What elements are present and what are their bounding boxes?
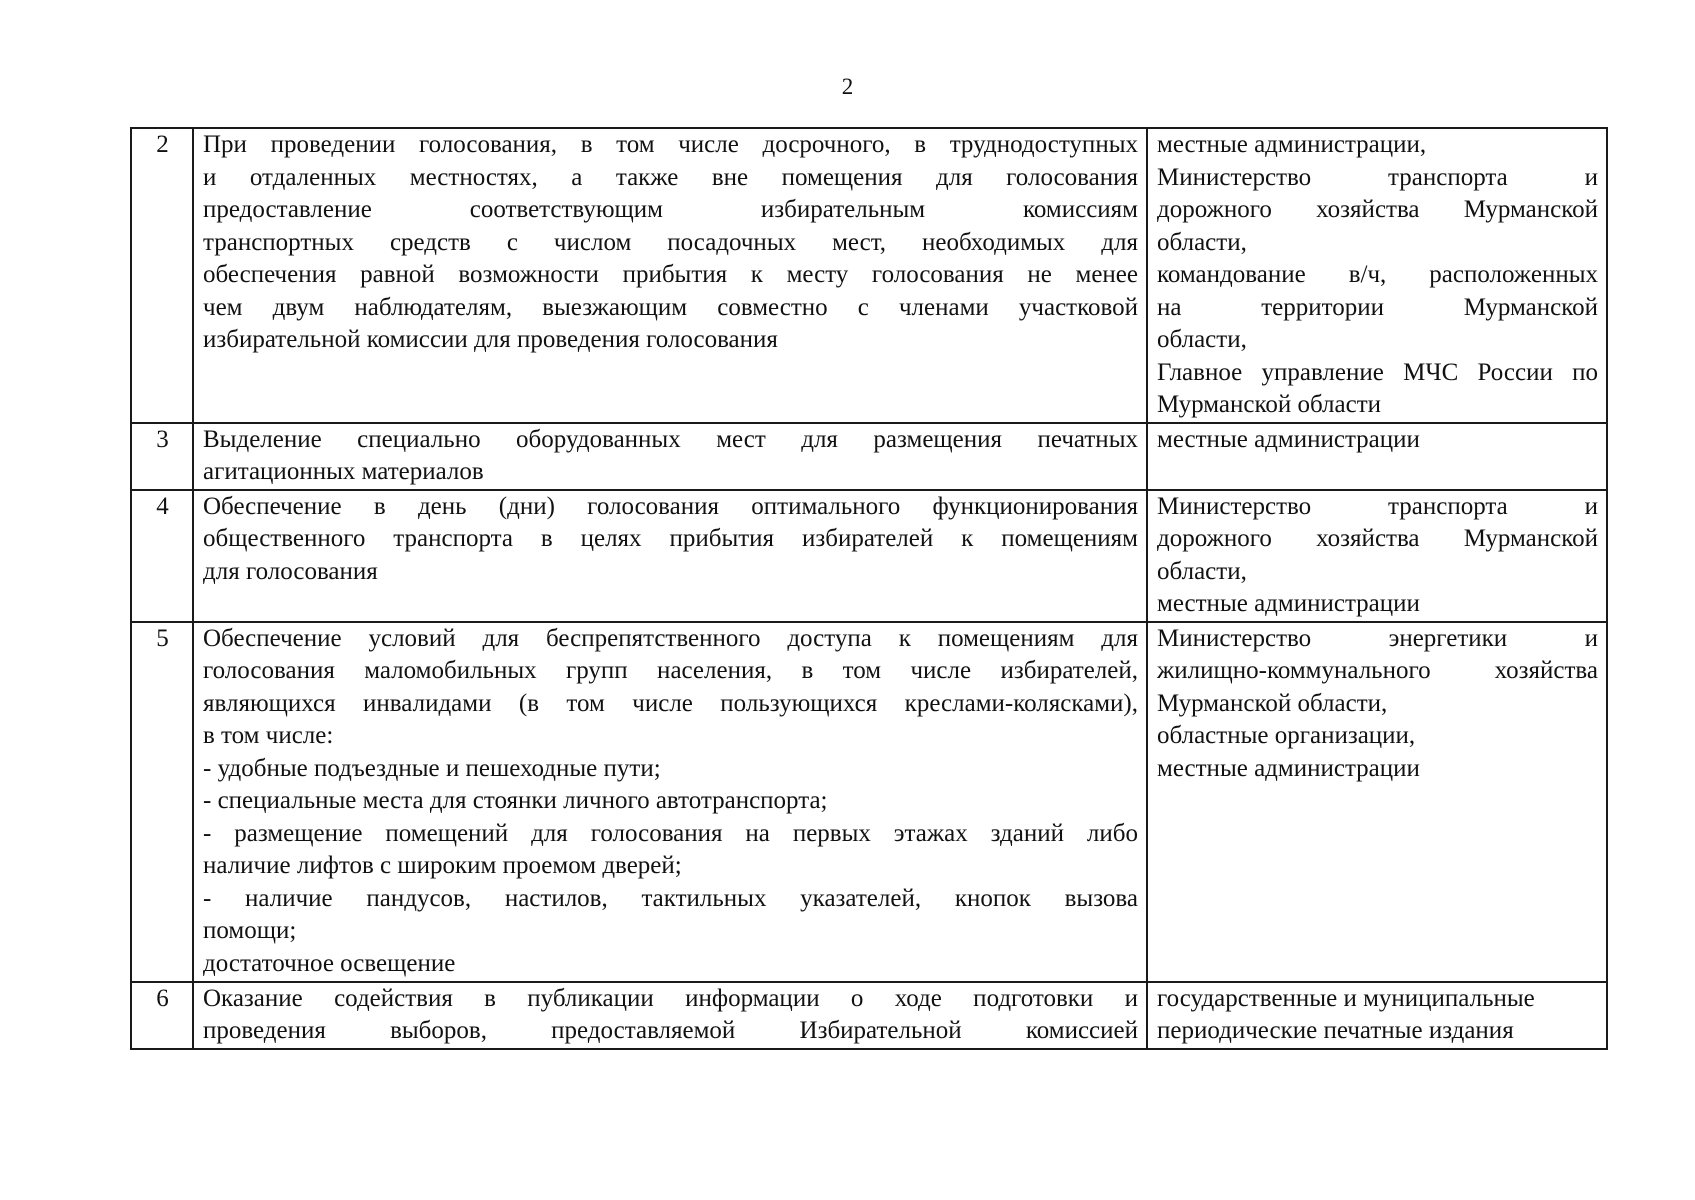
measure-description — [193, 490, 1147, 622]
text-line: местные администрации, — [1157, 131, 1427, 158]
row-number: 2 — [131, 128, 193, 423]
text-line: - наличие пандусов, настилов, тактильных указателей, кнопок вызова — [203, 884, 1138, 912]
responsible-parties — [1147, 128, 1607, 423]
text-line: на территории Мурманской — [1157, 293, 1598, 321]
text-line: Министерство транспорта и — [1157, 492, 1598, 520]
measure-description — [193, 982, 1147, 1049]
text-line: помощи; — [203, 917, 297, 944]
text-line: местные администрации — [1157, 425, 1420, 453]
text-line: голосования маломобильных групп населения, в том числе избирателей, — [203, 657, 1138, 684]
text-line: проведения выборов, предоставляемой Избирательной комиссией — [203, 1017, 1138, 1044]
text-line: дорожного хозяйства Мурманской — [1157, 196, 1598, 223]
text-line: обеспечения равной возможности прибытия к месту голосования не менее — [203, 261, 1138, 288]
text-line: Главное управление МЧС России по — [1157, 358, 1598, 386]
table-row — [131, 982, 1607, 1049]
text-line: Мурманской области, — [1157, 689, 1388, 717]
measure-description — [193, 622, 1147, 982]
page-number: 2 — [841, 74, 854, 99]
text-line: Министерство энергетики и — [1157, 624, 1598, 652]
text-line: командование в/ч, расположенных — [1157, 261, 1598, 288]
text-line: Мурманской области — [1157, 391, 1382, 418]
row-number: 3 — [131, 423, 193, 490]
text-line: местные администрации — [1157, 590, 1420, 617]
text-line: достаточное освещение — [203, 949, 456, 977]
text-line: Оказание содействия в публикации информации о ходе подготовки и — [203, 984, 1138, 1012]
text-line: - размещение помещений для голосования на первых этажах зданий либо — [203, 819, 1138, 847]
cell-clip — [1157, 983, 1598, 1048]
text-line: избирательной комиссии для проведения голосования — [203, 326, 778, 353]
text-line: транспортных средств с числом посадочных мест, необходимых для — [203, 228, 1138, 256]
table-row — [131, 423, 1607, 490]
text-line: и отдаленных местностях, а также вне помещения для голосования — [203, 163, 1138, 191]
responsible-parties — [1147, 622, 1607, 982]
responsible-parties — [1147, 490, 1607, 622]
text-line: для голосования — [203, 557, 378, 585]
row-number: 4 — [131, 490, 193, 622]
text-line: - удобные подъездные и пешеходные пути; — [203, 754, 661, 782]
text-line: чем двум наблюдателям, выезжающим совместно с членами участковой — [203, 293, 1138, 321]
text-line: Обеспечение в день (дни) голосования оптимального функционирования — [203, 492, 1138, 520]
text-line: периодические печатные издания — [1157, 1017, 1514, 1044]
measure-description — [193, 423, 1147, 490]
text-line: области, — [1157, 557, 1247, 585]
cell-clip — [203, 983, 1138, 1048]
text-line: жилищно-коммунального хозяйства — [1157, 657, 1598, 684]
text-line: областные организации, — [1157, 722, 1416, 749]
text-line: общественного транспорта в целях прибытия избирателей к помещениям — [203, 525, 1138, 552]
text-line: в том числе: — [203, 722, 334, 749]
table-row — [131, 128, 1607, 423]
text-line: - специальные места для стоянки личного автотранспорта; — [203, 787, 828, 814]
text-line: наличие лифтов с широким проемом дверей; — [203, 852, 682, 879]
text-line: Выделение специально оборудованных мест для размещения печатных — [203, 425, 1138, 453]
text-line: области, — [1157, 228, 1247, 256]
measure-description — [193, 128, 1147, 423]
text-line: При проведении голосования, в том числе досрочного, в труднодоступных — [203, 131, 1138, 158]
table-row — [131, 622, 1607, 982]
responsible-parties — [1147, 423, 1607, 490]
table-row — [131, 490, 1607, 622]
row-number: 6 — [131, 982, 193, 1049]
row-number: 5 — [131, 622, 193, 982]
text-line: являющихся инвалидами (в том числе пользующихся креслами-колясками), — [203, 689, 1138, 717]
text-line: области, — [1157, 326, 1247, 353]
measures-table — [130, 127, 1608, 1050]
text-line: местные администрации — [1157, 754, 1420, 782]
responsible-parties — [1147, 982, 1607, 1049]
text-line: предоставление соответствующим избирательным комиссиям — [203, 196, 1138, 223]
text-line: агитационных материалов — [203, 458, 484, 485]
text-line: Министерство транспорта и — [1157, 163, 1598, 191]
text-line: дорожного хозяйства Мурманской — [1157, 525, 1598, 552]
text-line: Обеспечение условий для беспрепятственного доступа к помещениям для — [203, 624, 1138, 652]
text-line: государственные и муниципальные — [1157, 984, 1535, 1012]
